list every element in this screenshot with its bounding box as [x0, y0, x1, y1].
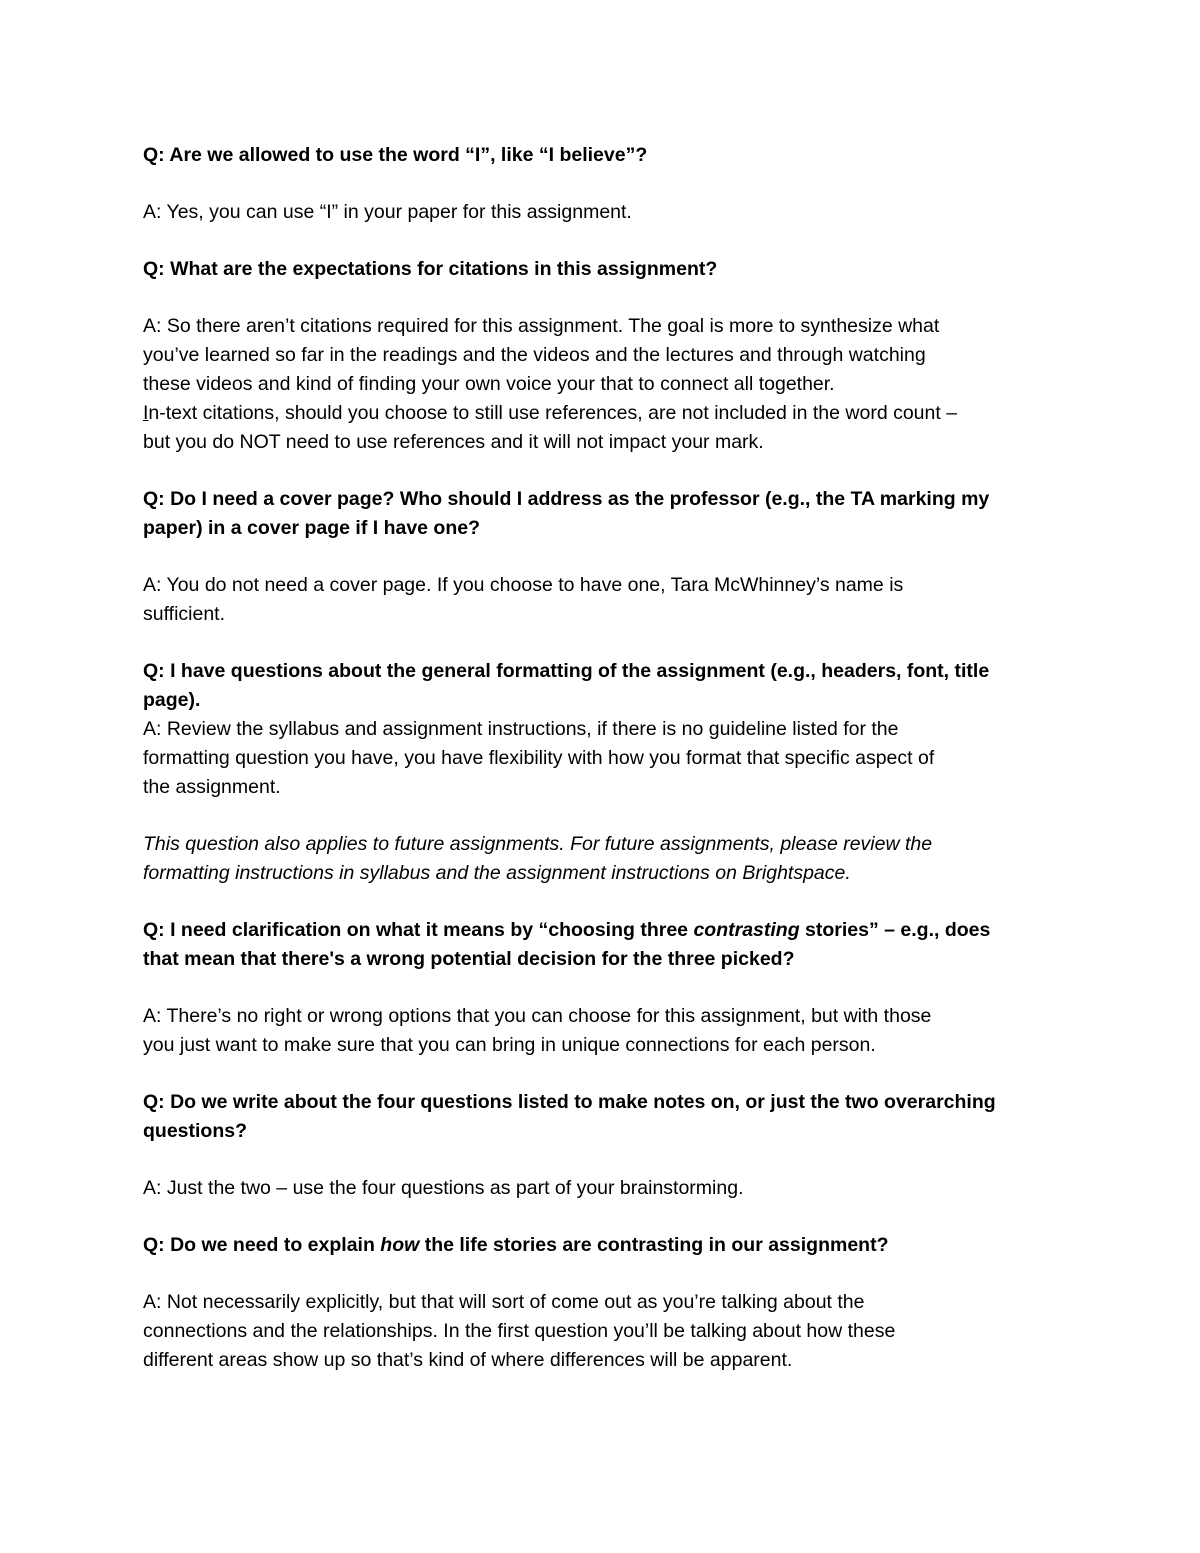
question-5-text-post: stories” – e.g., does: [799, 919, 991, 941]
question-2: Q: What are the expectations for citations in this assignment?: [143, 258, 718, 280]
answer-2-line-2: you’ve learned so far in the readings and the videos and the lectures and through watching: [143, 344, 926, 366]
answer-7-line-1: A: Not necessarily explicitly, but that will sort of come out as you’re talking about the: [143, 1291, 865, 1313]
question-6-line-1: Q: Do we write about the four questions listed to make notes on, or just the two overarching: [143, 1091, 996, 1113]
question-7-text-post: the life stories are contrasting in our assignment?: [419, 1234, 889, 1256]
answer-7: [143, 1288, 1063, 1375]
answer-2: [143, 312, 1063, 457]
question-5-text-pre: Q: I need clarification on what it means by “choosing three: [143, 919, 694, 941]
question-7: [143, 1231, 1063, 1260]
question-7-emphasis: how: [380, 1234, 420, 1256]
answer-4-line-2: formatting question you have, you have flexibility with how you format that specific aspect of: [143, 747, 935, 769]
question-6-line-2: questions?: [143, 1120, 248, 1142]
answer-6: A: Just the two – use the four questions as part of your brainstorming.: [143, 1177, 744, 1199]
formatting-note-line-2: formatting instructions in syllabus and the assignment instructions on Brightspace.: [143, 862, 851, 884]
formatting-note: [143, 830, 1063, 888]
answer-2-line-5: but you do NOT need to use references and it will not impact your mark.: [143, 431, 764, 453]
question-5-line-2: that mean that there's a wrong potential decision for the three picked?: [143, 948, 795, 970]
answer-2-line-3: these videos and kind of finding your own voice your that to connect all together.: [143, 373, 835, 395]
question-1: Q: Are we allowed to use the word “I”, like “I believe”?: [143, 144, 648, 166]
question-4-line-2: page).: [143, 689, 201, 711]
answer-7-line-2: connections and the relationships. In the first question you’ll be talking about how these: [143, 1320, 896, 1342]
formatting-note-line-1: This question also applies to future assignments. For future assignments, please review the: [143, 833, 933, 855]
answer-1: A: Yes, you can use “I” in your paper for this assignment.: [143, 201, 632, 223]
answer-4: [143, 715, 1063, 802]
question-5-line-1: [143, 916, 1063, 945]
answer-3-line-1: A: You do not need a cover page. If you choose to have one, Tara McWhinney’s name is: [143, 574, 904, 596]
answer-2-line-4-rest: n-text citations, should you choose to still use references, are not included in the word count –: [148, 402, 958, 424]
question-3-line-2: paper) in a cover page if I have one?: [143, 517, 481, 539]
answer-4-line-3: the assignment.: [143, 776, 281, 798]
question-5-emphasis: contrasting: [693, 919, 800, 941]
question-3-line-1: Q: Do I need a cover page? Who should I address as the professor (e.g., the TA marking my: [143, 488, 990, 510]
answer-5: [143, 1002, 1063, 1060]
answer-4-line-1: A: Review the syllabus and assignment instructions, if there is no guideline listed for the: [143, 718, 899, 740]
question-4-line-1: Q: I have questions about the general formatting of the assignment (e.g., headers, font, title: [143, 660, 990, 682]
answer-2-first-letter: I: [143, 402, 149, 424]
answer-3-line-2: sufficient.: [143, 603, 226, 625]
question-6: [143, 1088, 1063, 1146]
question-3: [143, 485, 1063, 543]
faq-document: [143, 141, 1063, 1403]
answer-5-line-1: A: There’s no right or wrong options that you can choose for this assignment, but with those: [143, 1005, 932, 1027]
answer-3: [143, 571, 1063, 629]
answer-2-line-4: [143, 399, 1063, 428]
question-7-text-pre: Q: Do we need to explain: [143, 1234, 381, 1256]
answer-2-line-1: A: So there aren’t citations required for this assignment. The goal is more to synthesize what: [143, 315, 940, 337]
answer-7-line-3: different areas show up so that’s kind of where differences will be apparent.: [143, 1349, 793, 1371]
question-5: [143, 916, 1063, 974]
answer-5-line-2: you just want to make sure that you can bring in unique connections for each person.: [143, 1034, 876, 1056]
question-4: [143, 657, 1063, 715]
